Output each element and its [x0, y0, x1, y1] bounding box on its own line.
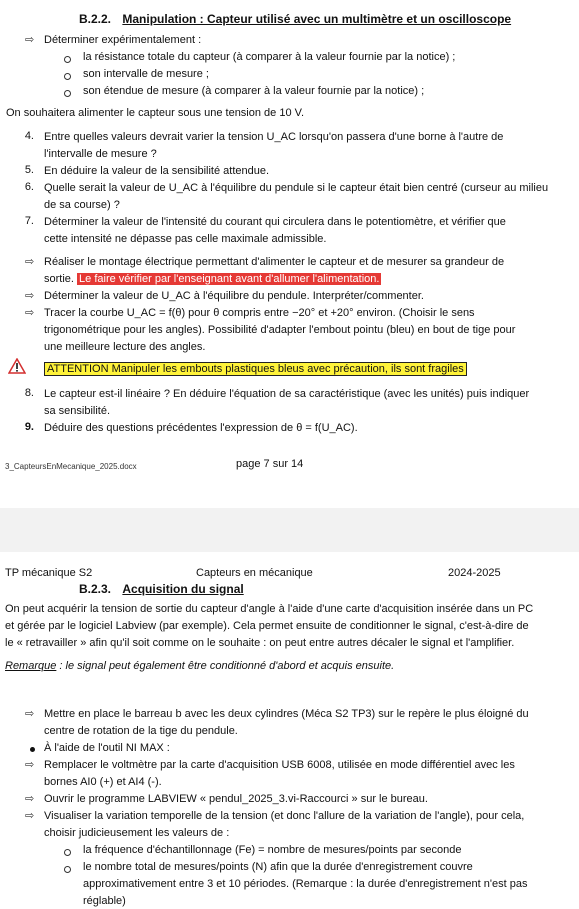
section-title: Acquisition du signal — [122, 582, 244, 596]
circle-bullet-icon — [64, 73, 71, 80]
instruction-text: bornes AI0 (+) et AI4 (-). — [44, 776, 162, 788]
section-heading — [79, 12, 511, 27]
paragraph: le « retravailler » afin qu'il soit comme on le souhaite : on peut entre autres décaler le signal et l'amplifier. — [5, 637, 515, 649]
instruction-text: Déterminer expérimentalement : — [44, 34, 202, 46]
question-text: Le capteur est-il linéaire ? En déduire l'équation de sa caractéristique (avec les unités) puis indiquer — [44, 388, 530, 400]
paragraph: On souhaitera alimenter le capteur sous une tension de 10 V. — [6, 107, 305, 119]
sub-item: approximativement entre 3 et 10 périodes. (Remarque : la durée d'enregistrement n'est pas — [83, 878, 528, 890]
question-text: En déduire la valeur de la sensibilité attendue. — [44, 165, 270, 177]
page-separator — [0, 508, 579, 552]
circle-bullet-icon — [64, 866, 71, 873]
red-highlight-warning: Le faire vérifier par l'enseignant avant d'allumer l'alimentation. — [79, 273, 380, 285]
arrow-bullet-icon: ⇨ — [25, 307, 35, 319]
question-text: Quelle serait la valeur de U_AC à l'équilibre du pendule si le capteur était bien centré (curseur au milieu — [44, 182, 549, 194]
instruction-text: une meilleure lecture des angles. — [44, 341, 206, 353]
question-text: cette intensité ne dépasse pas celle maximale admissible. — [44, 233, 327, 245]
sub-item: son étendue de mesure (à comparer à la valeur fournie par la notice) ; — [83, 85, 425, 97]
question-number: 8. — [24, 387, 34, 399]
instruction-text: À l'aide de l'outil NI MAX : — [44, 742, 170, 754]
section-title: Manipulation : Capteur utilisé avec un multimètre et un oscilloscope — [122, 12, 512, 26]
question-text: Déterminer la valeur de l'intensité du courant qui circulera dans le potentiomètre, et vérifier que — [44, 216, 506, 228]
warning-triangle-icon — [8, 358, 26, 374]
question-text: Déduire des questions précédentes l'expression de θ = f(U_AC). — [44, 422, 358, 434]
question-text: l'intervalle de mesure ? — [44, 148, 157, 160]
instruction-text: Déterminer la valeur de U_AC à l'équilibre du pendule. Interpréter/commenter. — [44, 290, 424, 302]
instruction-text: Remplacer le voltmètre par la carte d'acquisition USB 6008, utilisée en mode différentiel avec les — [44, 759, 515, 771]
section-number: B.2.3. — [79, 582, 112, 596]
yellow-highlight-attention: ATTENTION Manipuler les embouts plastiques bleus avec précaution, ils sont fragiles — [44, 362, 467, 376]
question-number: 5. — [24, 164, 34, 176]
arrow-bullet-icon: ⇨ — [25, 256, 35, 268]
circle-bullet-icon — [64, 849, 71, 856]
circle-bullet-icon — [64, 56, 71, 63]
instruction-text: choisir judicieusement les valeurs de : — [44, 827, 230, 839]
circle-bullet-icon — [64, 90, 71, 97]
instruction-text-part: sortie. — [44, 273, 74, 285]
instruction-text: trigonométrique pour les angles). Possibilité d'adapter l'embout pointu (bleu) en bout de tige pour — [44, 324, 516, 336]
header-center: Capteurs en mécanique — [196, 567, 313, 579]
question-text: Entre quelles valeurs devrait varier la tension U_AC lorsqu'on passera d'une borne à l'autre de — [44, 131, 504, 143]
header-left: TP mécanique S2 — [5, 567, 93, 579]
sub-item: la résistance totale du capteur (à comparer à la valeur fournie par la notice) ; — [83, 51, 456, 63]
sub-item: le nombre total de mesures/points (N) afin que la durée d'enregistrement couvre — [83, 861, 473, 873]
instruction-text: Réaliser le montage électrique permettant d'alimenter le capteur et de mesurer sa grandeur de — [44, 256, 505, 268]
arrow-bullet-icon: ⇨ — [25, 759, 35, 771]
instruction-text: Ouvrir le programme LABVIEW « pendul_2025_3.vi-Raccourci » sur le bureau. — [44, 793, 428, 805]
sub-item: réglable) — [83, 895, 126, 907]
question-number: 6. — [24, 181, 34, 193]
instruction-text: Visualiser la variation temporelle de la tension (et donc l'allure de la variation de l'angle), pour cela, — [44, 810, 525, 822]
sub-item: la fréquence d'échantillonnage (Fe) = nombre de mesures/points par seconde — [83, 844, 462, 856]
arrow-bullet-icon: ⇨ — [25, 708, 35, 720]
instruction-text: Mettre en place le barreau b avec les deux cylindres (Méca S2 TP3) sur le repère le plus éloigné du — [44, 708, 529, 720]
instruction-text: Tracer la courbe U_AC = f(θ) pour θ compris entre −20° et +20° environ. (Choisir le sens — [44, 307, 475, 319]
arrow-bullet-icon: ⇨ — [25, 810, 35, 822]
section-number: B.2.2. — [79, 12, 112, 26]
remark-label: Remarque — [5, 660, 57, 672]
question-text: sa sensibilité. — [44, 405, 111, 417]
sub-item: son intervalle de mesure ; — [83, 68, 209, 80]
instruction-text — [44, 272, 381, 287]
question-text: de sa course) ? — [44, 199, 120, 211]
question-number: 4. — [24, 130, 34, 142]
paragraph: On peut acquérir la tension de sortie du capteur d'angle à l'aide d'une carte d'acquisition insérée dans un PC — [5, 603, 534, 615]
section-heading — [79, 582, 244, 597]
round-bullet-icon — [30, 747, 35, 752]
question-number: 9. — [24, 421, 34, 433]
arrow-bullet-icon: ⇨ — [25, 290, 35, 302]
paragraph: et gérée par le logiciel Labview (par exemple). Cela permet ensuite de conditionner le signal, c'est-à-dire de — [5, 620, 529, 632]
instruction-text: centre de rotation de la tige du pendule. — [44, 725, 238, 737]
footer-filename: 3_CapteursEnMecanique_2025.docx — [5, 462, 137, 471]
remark-text: : le signal peut également être conditionné d'abord et acquis ensuite. — [56, 660, 395, 672]
arrow-bullet-icon: ⇨ — [25, 34, 35, 46]
footer-page-number: page 7 sur 14 — [236, 458, 304, 470]
arrow-bullet-icon: ⇨ — [25, 793, 35, 805]
header-right: 2024-2025 — [448, 567, 501, 579]
question-number: 7. — [24, 215, 34, 227]
remark — [5, 659, 394, 674]
attention-note — [44, 362, 467, 377]
